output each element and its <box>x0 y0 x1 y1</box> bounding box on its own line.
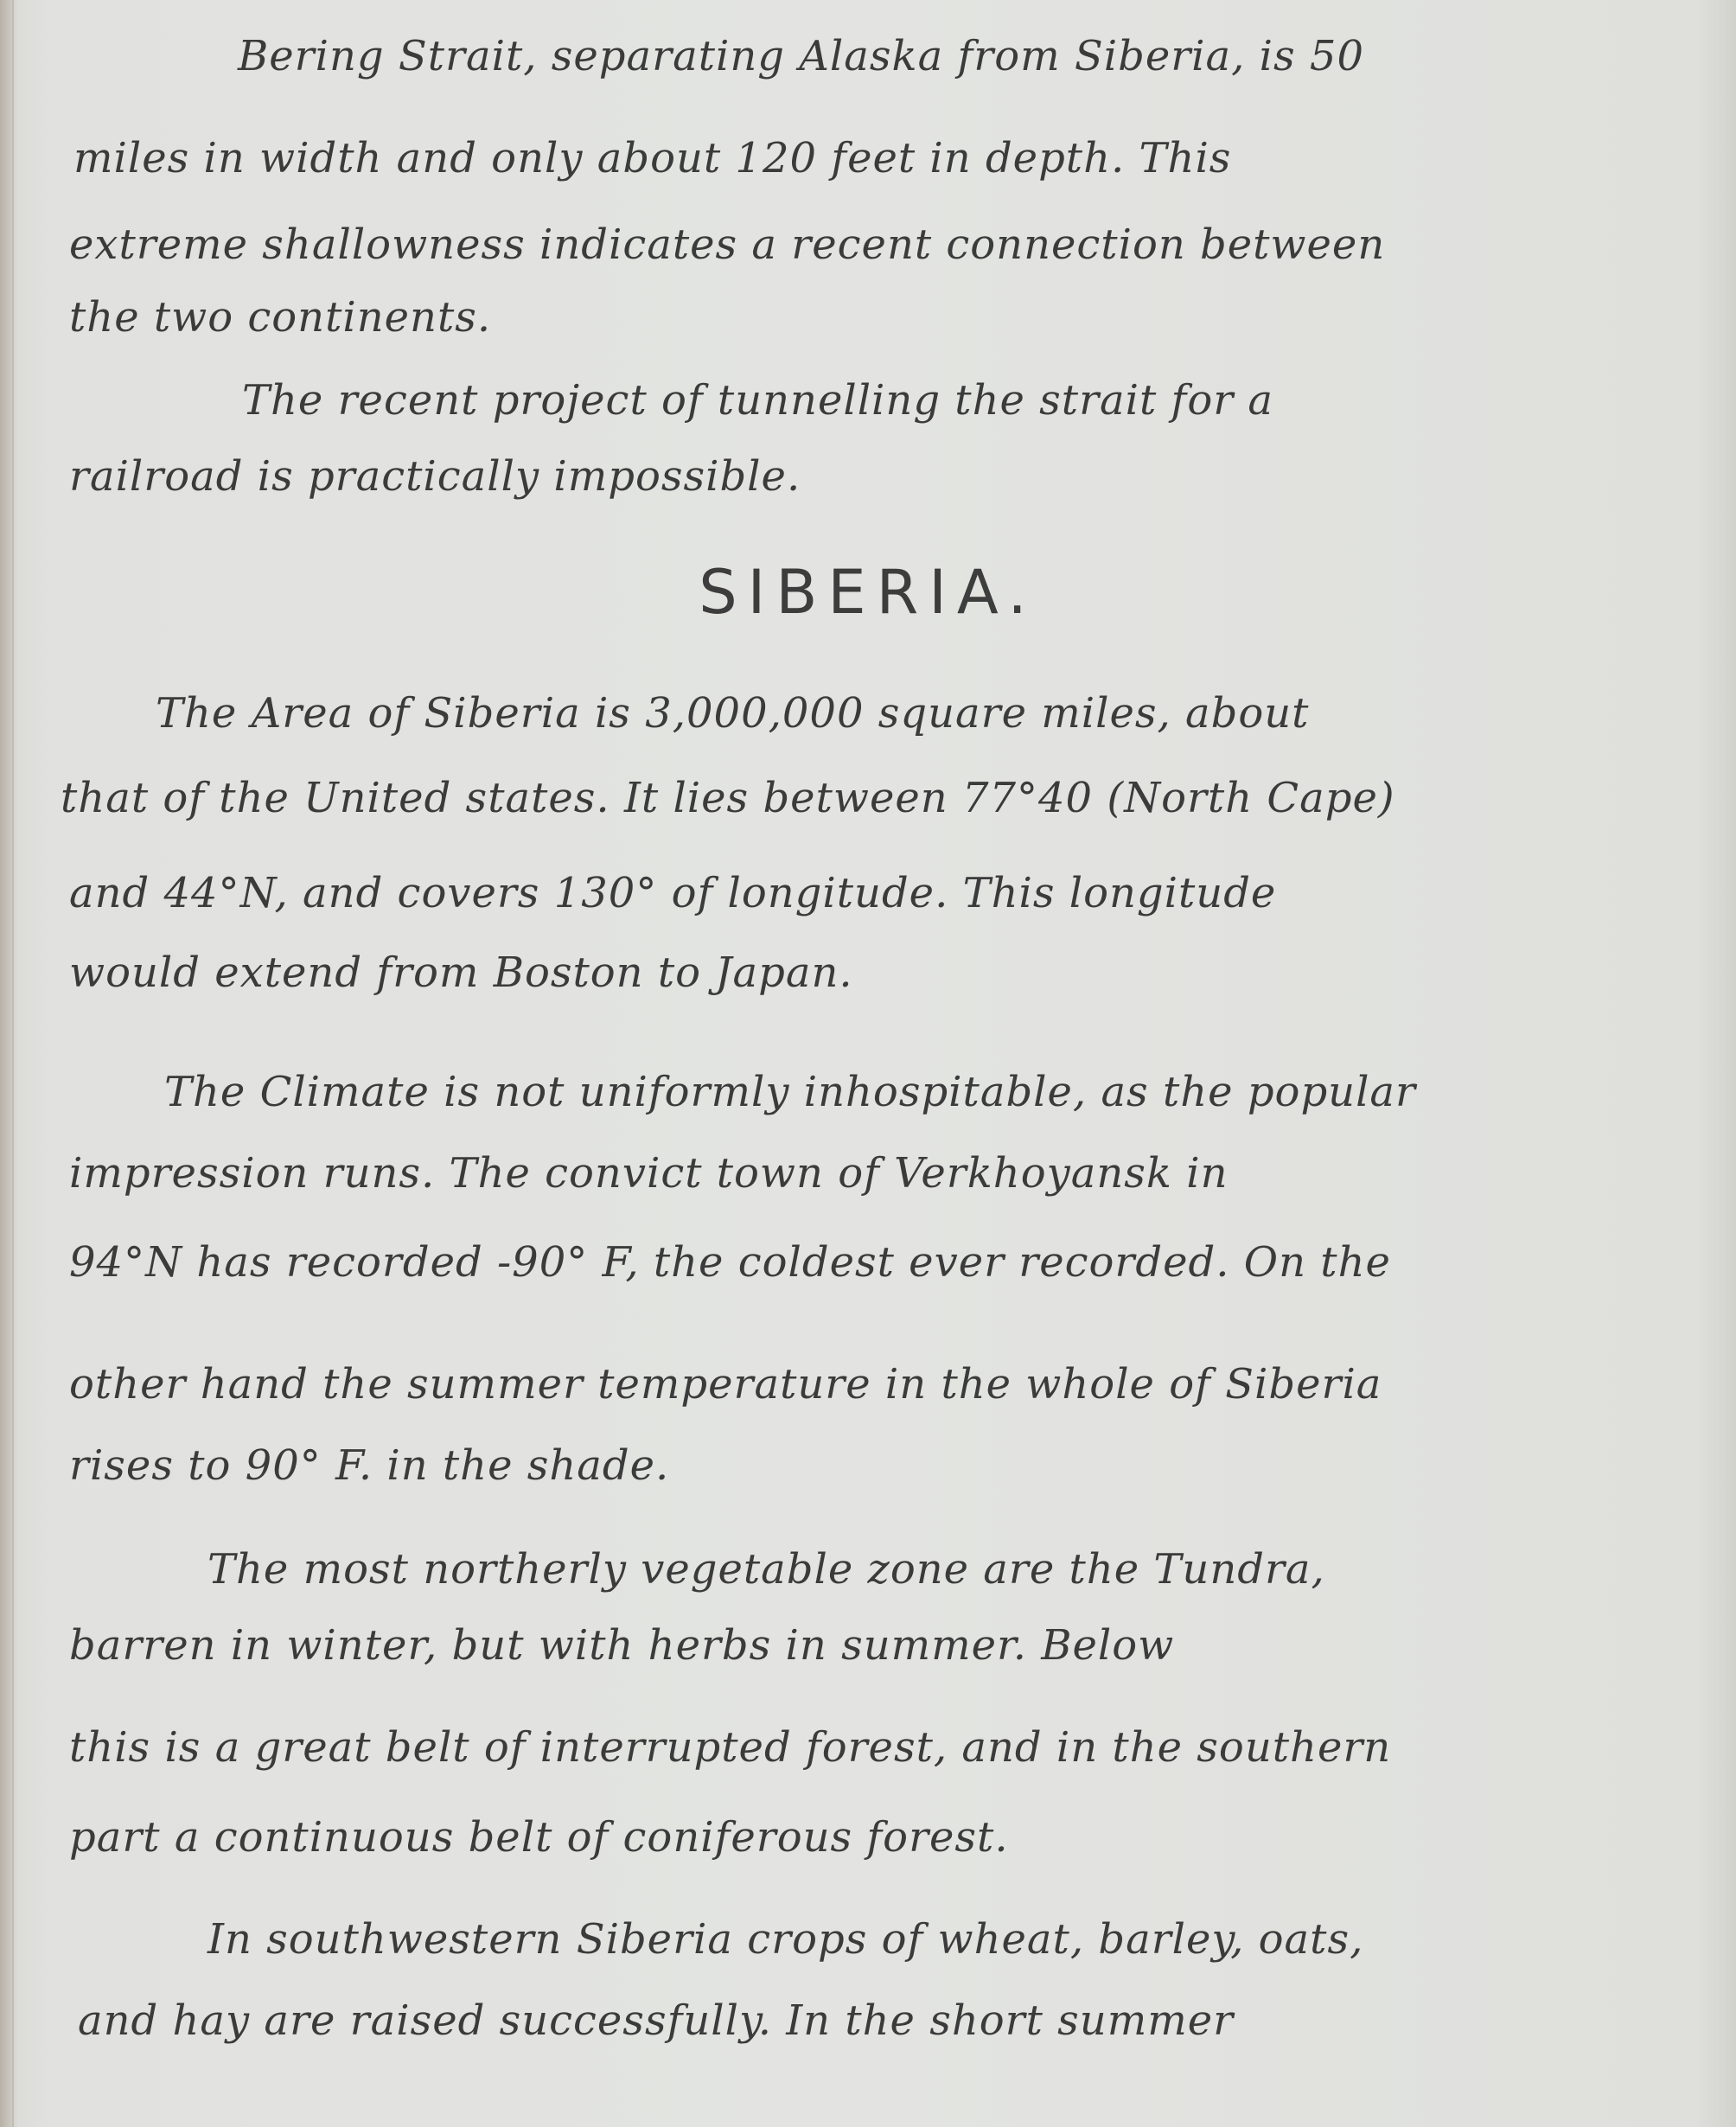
text-line: other hand the summer temperature in the whole of Siberia <box>69 1360 1382 1408</box>
text-line: extreme shallowness indicates a recent connection between <box>69 220 1386 269</box>
text-line: The recent project of tunnelling the strait for a <box>242 376 1274 425</box>
text-line: In southwestern Siberia crops of wheat, barley, oats, <box>207 1915 1364 1964</box>
text-line: Bering Strait, separating Alaska from Siberia, is 50 <box>238 32 1364 80</box>
text-line: part a continuous belt of coniferous forest. <box>69 1813 1009 1862</box>
text-line: would extend from Boston to Japan. <box>69 949 853 997</box>
section-heading: SIBERIA. <box>699 557 1037 628</box>
text-line: and 44°N, and covers 130° of longitude. This longitude <box>69 869 1277 917</box>
page-binding-line <box>12 0 14 2127</box>
page-binding-edge <box>0 0 12 2127</box>
text-line: The Climate is not uniformly inhospitable, as the popular <box>164 1068 1416 1116</box>
text-line: 94°N has recorded -90° F, the coldest ever recorded. On the <box>69 1238 1391 1287</box>
text-line: railroad is practically impossible. <box>69 452 801 501</box>
text-line: The Area of Siberia is 3,000,000 square miles, about <box>156 689 1310 738</box>
text-line: barren in winter, but with herbs in summer. Below <box>69 1621 1175 1670</box>
text-line: the two continents. <box>69 293 492 342</box>
text-line: rises to 90° F. in the shade. <box>69 1441 670 1490</box>
text-line: impression runs. The convict town of Verkhoyansk in <box>69 1149 1229 1198</box>
text-line: this is a great belt of interrupted forest, and in the southern <box>69 1723 1392 1772</box>
text-line: that of the United states. It lies between 77°40 (North Cape) <box>61 774 1395 822</box>
text-line: The most northerly vegetable zone are the Tundra, <box>207 1545 1325 1594</box>
text-line: miles in width and only about 120 feet in depth. This <box>73 134 1232 182</box>
text-line: and hay are raised successfully. In the short summer <box>78 1996 1235 2045</box>
